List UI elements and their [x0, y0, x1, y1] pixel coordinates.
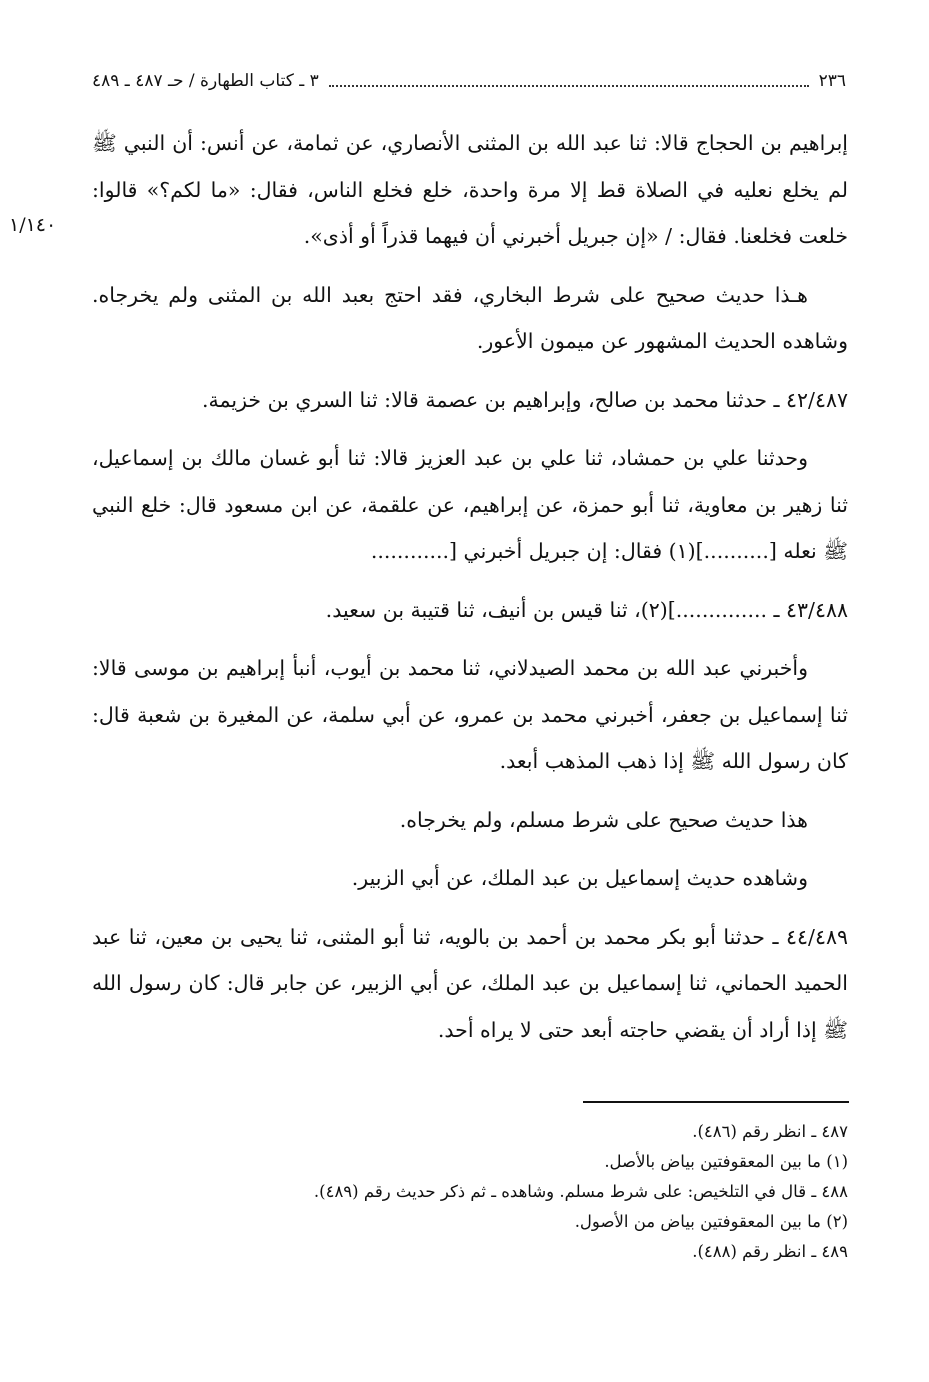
- footnote: (٢) ما بين المعقوفتين بياض من الأصول.: [574, 1212, 848, 1231]
- footnote: ٤٨٨ ـ قال في التلخيص: على شرط مسلم. وشاهده ـ ثم ذكر حديث رقم (٤٨٩).: [313, 1182, 848, 1201]
- footnote-divider: [583, 1101, 849, 1103]
- footnote: (١) ما بين المعقوفتين بياض بالأصل.: [604, 1152, 848, 1171]
- paragraph: وشاهده حديث إسماعيل بن عبد الملك، عن أبي الزبير.: [351, 866, 808, 890]
- footnotes: [120, 1117, 848, 1267]
- hadith-entry-487: ٤٢/٤٨٧ ـ حدثنا محمد بن صالح، وإبراهيم بن عصمة قالا: ثنا السري بن خزيمة.: [202, 387, 848, 412]
- margin-folio-note: ١/١٤٠: [9, 214, 57, 236]
- paragraph: إبراهيم بن الحجاج قالا: ثنا عبد الله بن المثنى الأنصاري، عن ثمامة، عن أنس: أن النبي ﷺ لم يخلع نعليه في الصلاة قط إلا مرة واحدة، خلع فخلع الناس، فقال: «ما لكم؟» قالوا: خلعت فخلعنا. فقال: / «إن جبريل أخبرني أن فيهما قذراً أو أذى».: [92, 131, 848, 248]
- hadith-entry-489: ٤٤/٤٨٩ ـ حدثنا أبو بكر محمد بن أحمد بن بالويه، ثنا أبو المثنى، ثنا يحيى بن معين، ثنا عبد الحميد الحماني، ثنا إسماعيل بن عبد الملك، عن أبي الزبير، عن جابر قال: كان رسول الله ﷺ إذا أراد أن يقضي حاجته أبعد حتى لا يراه أحد.: [92, 924, 848, 1042]
- running-title: ٣ ـ كتاب الطهارة / حـ ٤٨٧ ـ ٤٨٩: [92, 71, 319, 91]
- paragraph: هذا حديث صحيح على شرط مسلم، ولم يخرجاه.: [399, 807, 808, 832]
- page-number: ٢٣٦: [818, 71, 846, 91]
- footnote: ٤٨٩ ـ انظر رقم (٤٨٨).: [692, 1242, 848, 1261]
- running-header: [92, 66, 846, 96]
- header-leader-dots: [329, 75, 809, 87]
- paragraph: هـذا حديث صحيح على شرط البخاري، فقد احتج بعبد الله بن المثنى ولم يخرجاه. وشاهده الحديث المشهور عن ميمون الأعور.: [92, 282, 848, 353]
- hadith-entry-488: ٤٣/٤٨٨ ـ ..............](٢)، ثنا قيس بن أنيف، ثنا قتيبة بن سعيد.: [325, 597, 848, 622]
- paragraph: وأخبرني عبد الله بن محمد الصيدلاني، ثنا محمد بن أيوب، أنبأ إبراهيم بن موسى قالا: ثنا إسماعيل بن جعفر، أخبرني محمد بن عمرو، عن أبي سلمة، عن المغيرة بن شعبة قال: كان رسول الله ﷺ إذا ذهب المذهب أبعد.: [92, 656, 848, 773]
- paragraph: وحدثنا علي بن حمشاد، ثنا علي بن عبد العزيز قالا: ثنا أبو غسان مالك بن إسماعيل، ثنا زهير بن معاوية، ثنا أبو حمزة، عن إبراهيم، عن علقمة، عن ابن مسعود قال: خلع النبي ﷺ نعله [..........](١) فقال: إن جبريل أخبرني [............: [92, 446, 848, 563]
- footnote: ٤٨٧ ـ انظر رقم (٤٨٦).: [692, 1122, 848, 1141]
- main-text: [92, 120, 848, 1065]
